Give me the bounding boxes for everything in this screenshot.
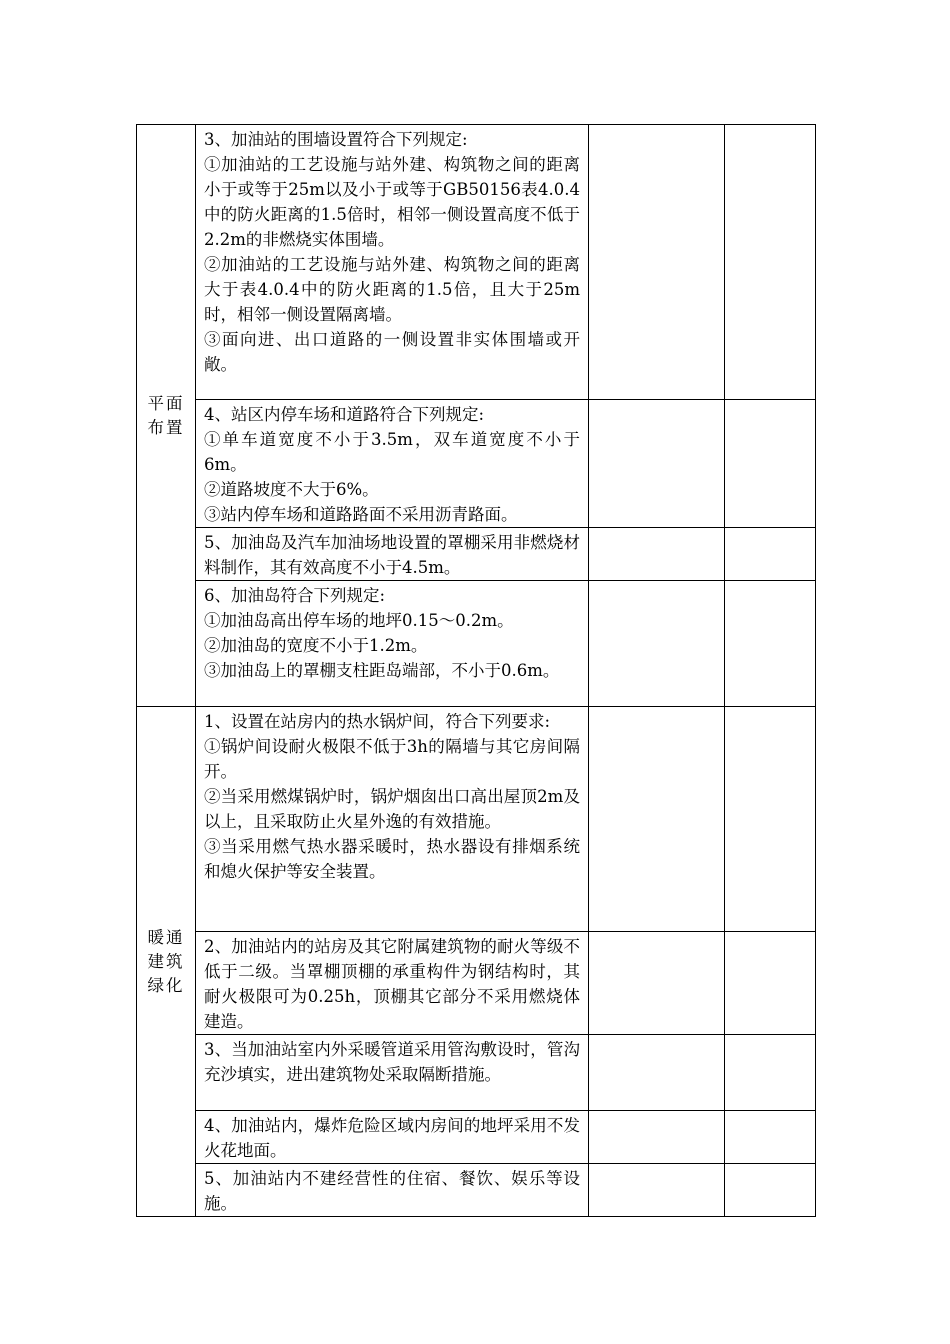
item-content bbox=[196, 528, 589, 581]
table-row bbox=[137, 125, 816, 400]
table-row bbox=[137, 581, 816, 707]
item-line: ②道路坡度不大于6%。 bbox=[204, 480, 379, 499]
category-label: 绿化 bbox=[147, 975, 185, 995]
item-line: ②当采用燃煤锅炉时，锅炉烟囱出口高出屋顶2m及以上，且采取防止火星外逸的有效措施。 bbox=[204, 787, 580, 831]
item-line: 1、设置在站房内的热水锅炉间，符合下列要求: bbox=[204, 712, 551, 731]
table-row bbox=[137, 400, 816, 528]
item-line: 3、加油站的围墙设置符合下列规定: bbox=[204, 130, 468, 149]
result-cell[interactable] bbox=[589, 400, 725, 528]
result-cell[interactable] bbox=[589, 1111, 725, 1164]
item-line: ①锅炉间设耐火极限不低于3h的隔墙与其它房间隔开。 bbox=[204, 737, 580, 781]
item-line: ③当采用燃气热水器采暖时，热水器设有排烟系统和熄火保护等安全装置。 bbox=[204, 837, 580, 881]
result-cell[interactable] bbox=[589, 1164, 725, 1217]
category-cell bbox=[137, 125, 196, 707]
item-line: ②加油站的工艺设施与站外建、构筑物之间的距离大于表4.0.4中的防火距离的1.5倍，且大于25m时，相邻一侧设置隔离墙。 bbox=[204, 255, 580, 324]
item-line: ①加油岛高出停车场的地坪0.15～0.2m。 bbox=[204, 611, 514, 630]
table-row bbox=[137, 1111, 816, 1164]
remark-cell[interactable] bbox=[725, 1111, 816, 1164]
item-line: 5、加油站内不建经营性的住宿、餐饮、娱乐等设施。 bbox=[204, 1169, 580, 1213]
table-row bbox=[137, 707, 816, 932]
item-content bbox=[196, 1164, 589, 1217]
category-label: 平面 bbox=[147, 393, 185, 413]
remark-cell[interactable] bbox=[725, 400, 816, 528]
table-row bbox=[137, 1035, 816, 1111]
item-line: 4、站区内停车场和道路符合下列规定: bbox=[204, 405, 485, 424]
item-content bbox=[196, 707, 589, 932]
category-cell bbox=[137, 707, 196, 1217]
table-row bbox=[137, 932, 816, 1035]
remark-cell[interactable] bbox=[725, 1164, 816, 1217]
category-label: 布置 bbox=[147, 417, 185, 437]
inspection-table bbox=[136, 124, 816, 1217]
item-line: 3、当加油站室内外采暖管道采用管沟敷设时，管沟充沙填实，进出建筑物处采取隔断措施。 bbox=[204, 1040, 580, 1084]
item-content bbox=[196, 1111, 589, 1164]
item-content bbox=[196, 1035, 589, 1111]
table-row bbox=[137, 528, 816, 581]
result-cell[interactable] bbox=[589, 932, 725, 1035]
table-row bbox=[137, 1164, 816, 1217]
result-cell[interactable] bbox=[589, 1035, 725, 1111]
item-line: ②加油岛的宽度不小于1.2m。 bbox=[204, 636, 428, 655]
result-cell[interactable] bbox=[589, 125, 725, 400]
item-content bbox=[196, 932, 589, 1035]
item-line: 6、加油岛符合下列规定: bbox=[204, 586, 386, 605]
remark-cell[interactable] bbox=[725, 528, 816, 581]
item-line: ①加油站的工艺设施与站外建、构筑物之间的距离小于或等于25m以及小于或等于GB50156表4.0.4中的防火距离的1.5倍时，相邻一侧设置高度不低于2.2m的非燃烧实体围墙。 bbox=[204, 155, 580, 249]
item-line: 2、加油站内的站房及其它附属建筑物的耐火等级不低于二级。当罩棚顶棚的承重构件为钢结构时，其耐火极限可为0.25h，顶棚其它部分不采用燃烧体建造。 bbox=[204, 937, 580, 1031]
item-line: 4、加油站内，爆炸危险区域内房间的地坪采用不发火花地面。 bbox=[204, 1116, 580, 1160]
remark-cell[interactable] bbox=[725, 932, 816, 1035]
item-line: ③面向进、出口道路的一侧设置非实体围墙或开敞。 bbox=[204, 330, 580, 374]
remark-cell[interactable] bbox=[725, 581, 816, 707]
item-content bbox=[196, 125, 589, 400]
item-line: 5、加油岛及汽车加油场地设置的罩棚采用非燃烧材料制作，其有效高度不小于4.5m。 bbox=[204, 533, 580, 577]
remark-cell[interactable] bbox=[725, 1035, 816, 1111]
item-content bbox=[196, 581, 589, 707]
result-cell[interactable] bbox=[589, 707, 725, 932]
item-content bbox=[196, 400, 589, 528]
category-label: 暖通 bbox=[147, 927, 185, 947]
remark-cell[interactable] bbox=[725, 125, 816, 400]
item-line: ③站内停车场和道路路面不采用沥青路面。 bbox=[204, 505, 518, 524]
category-label: 建筑 bbox=[147, 951, 185, 971]
remark-cell[interactable] bbox=[725, 707, 816, 932]
result-cell[interactable] bbox=[589, 528, 725, 581]
item-line: ③加油岛上的罩棚支柱距岛端部，不小于0.6m。 bbox=[204, 661, 560, 680]
result-cell[interactable] bbox=[589, 581, 725, 707]
item-line: ①单车道宽度不小于3.5m，双车道宽度不小于6m。 bbox=[204, 430, 580, 474]
